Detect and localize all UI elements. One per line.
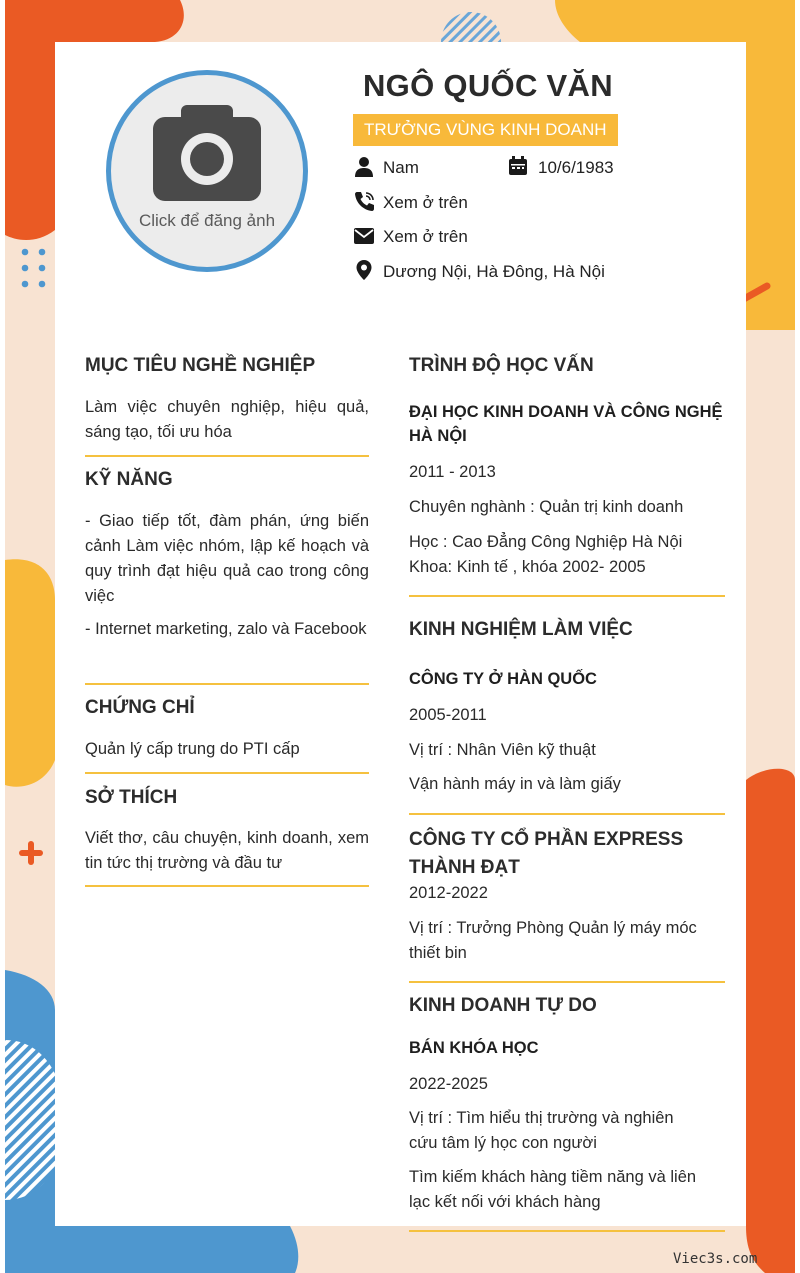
objective-title: MỤC TIÊU NGHỀ NGHIỆP (85, 355, 316, 376)
birthdate-text: 10/6/1983 (538, 158, 614, 177)
mail-icon (353, 225, 375, 247)
phone-icon (353, 190, 375, 212)
project-years: 2022-2025 (409, 1075, 488, 1093)
education-major: Chuyên nghành : Quản trị kinh doanh (409, 498, 684, 516)
skill-item: - Internet marketing, zalo và Facebook (85, 620, 367, 638)
camera-icon (149, 103, 265, 205)
company-description: Vận hành máy in và làm giấy (409, 775, 621, 793)
school-name: ĐẠI HỌC KINH DOANH VÀ CÔNG NGHỆ HÀ NỘI (409, 403, 723, 445)
certificates-text: Quản lý cấp trung do PTI cấp (85, 740, 300, 758)
watermark: Viec3s.com (673, 1251, 758, 1267)
candidate-name: NGÔ QUỐC VĂN (363, 68, 613, 103)
gender-text: Nam (383, 158, 419, 177)
divider (409, 1230, 725, 1232)
user-icon (353, 156, 375, 178)
job-title-badge: TRƯỞNG VÙNG KINH DOANH (353, 114, 618, 146)
avatar-upload[interactable] (106, 70, 308, 272)
certificates-title: CHỨNG CHỈ (85, 697, 195, 718)
project-description: Tìm kiếm khách hàng tiềm năng và liên lạc kết nối với khách hàng (409, 1168, 697, 1211)
company-position: Vị trí : Trưởng Phòng Quản lý máy móc thiết bin (409, 919, 697, 962)
education-title: TRÌNH ĐỘ HỌC VẤN (409, 355, 594, 376)
location-icon (353, 259, 375, 281)
divider (409, 595, 725, 597)
calendar-icon (507, 155, 529, 177)
address-text: Dương Nội, Hà Đông, Hà Nội (383, 262, 605, 281)
divider (85, 772, 369, 774)
experience-title: KINH NGHIỆM LÀM VIỆC (409, 619, 633, 640)
divider (85, 885, 369, 887)
company-position: Vị trí : Nhân Viên kỹ thuật (409, 741, 596, 759)
skill-item: - Giao tiếp tốt, đàm phán, ứng biến cảnh Làm việc nhóm, lập kế hoạch và quy trình đạt hiệu quả cao trong công việc (85, 512, 369, 605)
company-years: 2012-2022 (409, 884, 488, 902)
email-text: Xem ở trên (383, 227, 468, 246)
company-name: CÔNG TY Ở HÀN QUỐC (409, 670, 597, 688)
objective-text: Làm việc chuyên nghiệp, hiệu quả, sáng tạo, tối ưu hóa (85, 398, 369, 441)
hobbies-title: SỞ THÍCH (85, 787, 178, 808)
company-years: 2005-2011 (409, 706, 487, 724)
divider (85, 683, 369, 685)
photo-placeholder: Click để đăng ảnh (138, 211, 276, 230)
skills-title: KỸ NĂNG (85, 469, 173, 490)
hobbies-text: Viết thơ, câu chuyện, kinh doanh, xem tin tức thị trường và đầu tư (85, 829, 369, 872)
freelance-title: KINH DOANH TỰ DO (409, 995, 597, 1016)
project-name: BÁN KHÓA HỌC (409, 1039, 539, 1057)
phone-text: Xem ở trên (383, 193, 468, 212)
divider (409, 813, 725, 815)
education-prior: Học : Cao Đẳng Công Nghiệp Hà Nội Khoa: Kinh tế , khóa 2002- 2005 (409, 533, 683, 576)
project-position: Vị trí : Tìm hiểu thị trường và nghiên cứu tâm lý học con người (409, 1109, 674, 1152)
divider (409, 981, 725, 983)
education-years: 2011 - 2013 (409, 463, 496, 481)
divider (85, 455, 369, 457)
company-name: CÔNG TY CỔ PHẦN EXPRESS THÀNH ĐẠT (409, 829, 684, 878)
